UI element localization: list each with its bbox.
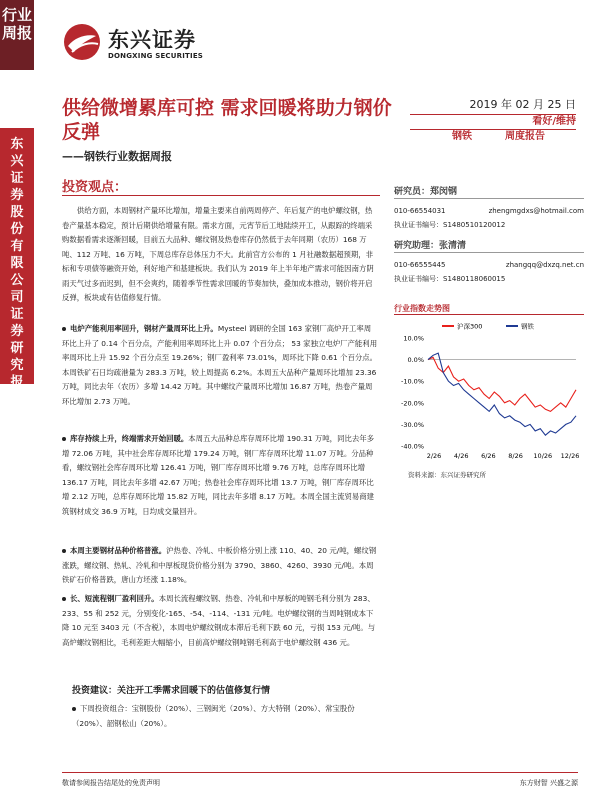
y-tick-label: -40.0% — [401, 442, 424, 451]
analyst-role: 研究员： — [394, 187, 431, 197]
series-line-0 — [428, 357, 576, 411]
side-banner-char: 报 — [10, 375, 24, 390]
intro-paragraph — [62, 204, 378, 320]
analyst-name — [394, 238, 584, 251]
analyst-phone: 010-66555445 — [394, 261, 446, 269]
bullet-head: 库存持续上升，终端需求开始回暖。 — [70, 434, 189, 443]
rating: 看好/维持 — [410, 112, 576, 130]
analyst-email[interactable]: zhengmgdxs@hotmail.com — [488, 207, 584, 215]
bullet-head: 长、短流程钢厂盈利回升。 — [70, 594, 159, 603]
advice-title: 投资建议：关注开工季需求回暖下的估值修复行情 — [72, 686, 271, 696]
y-tick-label: 0.0% — [407, 356, 424, 365]
side-banner-char: 兴 — [10, 154, 24, 169]
analyst-cert-number: S1480118060015 — [443, 275, 506, 283]
y-tick-label: -30.0% — [401, 420, 424, 429]
dongxing-logo-icon — [62, 22, 102, 62]
side-banner-char: 证 — [10, 307, 24, 322]
side-banner-char: 研 — [10, 341, 24, 356]
bullet-dot-icon — [62, 549, 66, 553]
analyst-name — [394, 184, 584, 197]
index-trend-chart — [394, 318, 584, 468]
analyst-phone: 010-66554031 — [394, 207, 446, 215]
side-banner-char: 东 — [10, 137, 24, 152]
analyst-cert — [394, 219, 584, 231]
chart-source: 资料来源：东兴证券研究所 — [408, 471, 486, 479]
legend-label: 沪深300 — [457, 322, 483, 331]
side-banner-char: 份 — [10, 222, 24, 237]
analyst-divider — [394, 252, 584, 253]
side-top-line: 行业 — [1, 6, 32, 24]
bullet-inventory — [62, 432, 378, 544]
side-banner-report-type — [0, 0, 34, 70]
side-banner-char: 司 — [10, 290, 24, 305]
y-tick-label: -10.0% — [401, 377, 424, 386]
x-tick-label: 12/26 — [560, 452, 580, 460]
side-top-line: 周报 — [1, 24, 32, 42]
legend-label: 钢铁 — [521, 322, 534, 331]
x-tick-label: 6/26 — [481, 452, 496, 460]
analyst-card — [394, 238, 584, 285]
bullet-dot-icon — [62, 437, 66, 441]
y-tick-label: 10.0% — [403, 334, 424, 343]
x-tick-label: 4/26 — [453, 452, 469, 460]
x-tick-label: 2/26 — [426, 452, 442, 460]
analyst-email[interactable]: zhangqq@dxzq.net.cn — [505, 261, 584, 269]
side-banner-char: 限 — [10, 256, 24, 271]
analyst-divider — [394, 198, 584, 199]
bullet-margins — [62, 592, 378, 680]
bullet-text: 本周五大品种总库存周环比增 190.31 万吨，同比去年多增 72.06 万吨，其中社会库存周环比增 179.24 万吨，钢厂库存周环比增 11.07 万吨。分品种看，螺纹钢社会库存周环比增 126.41 万吨，钢厂库存周环比增 9.76 万吨，总库存周环比增 136.17 万吨，同比去年多增 42.67 万吨；热卷社会库存周环比增 13.7 万吨，钢厂库存周环比增 2.12 万吨，总库存周环比增 15.82 万吨，同比去年多增 8.17 万吨。本周全国主流贸易商建筑钢材成交 36.9 万吨，日均成交量回升。 — [62, 434, 375, 516]
bullet-text: 沪热卷、冷轧、中板价格分别上涨 110、40、20 元/吨，螺纹钢涨跌，螺纹钢、热轧、冷轧和中厚板现货价格分别为 3790、3860、4260、3930 元/吨。本周铁矿石价格普跌，唐山方坯涨 1.18%。 — [62, 546, 377, 584]
analyst-role: 研究助理： — [394, 241, 440, 251]
side-banner-char: 究 — [10, 358, 24, 373]
side-banner-char: 券 — [10, 188, 24, 203]
side-banner — [0, 0, 34, 800]
x-tick-label: 10/26 — [533, 452, 553, 460]
chart-title: 行业指数走势图 — [394, 304, 450, 313]
chart-divider — [394, 314, 584, 315]
bullet-head: 本周主要钢材品种价格普涨。 — [70, 546, 167, 555]
report-subtitle: ——钢铁行业数据周报 — [62, 150, 172, 163]
report-type: 周度报告 — [505, 131, 545, 142]
industry-label: 钢铁 — [452, 131, 472, 142]
bullet-text: 本周长流程螺纹钢、热卷、冷轧和中厚板的吨钢毛利分别为 283、233、55 和 252 元，分别变化-165、-54、-114、-131 元/吨。电炉螺纹钢的当周吨钢成本下降 10 元至 3403 元（不含税），本周电炉螺纹钢成本滞后毛利下跌 60 元，亏损 153 元/吨。与高炉螺纹钢相比，毛利差距大幅缩小，目前高炉螺纹钢吨钢毛利高于电炉螺纹钢 436 元。 — [62, 594, 376, 647]
advice-text — [72, 702, 378, 731]
analyst-cert-number: S1480510120012 — [443, 221, 506, 229]
series-line-1 — [428, 353, 576, 435]
analyst-cert-label: 执业证书编号： — [394, 275, 443, 283]
analyst-cert — [394, 273, 584, 285]
bullet-text: Mysteel 调研的全国 163 家钢厂高炉开工率周环比上升了 0.14 个百分点，产能利用率周环比上升 0.07 个百分点； 53 家独立电炉厂产能利用率周环比上升 15.92 个百分点至 19.26%；钢厂盈利率 73.01%，周环比下降 0.61 个百分点。本周铁矿石日均疏港量为 283.3 万吨，较上周提高 6.2%。本周五大品种产量周环比增加 23.36 万吨，同比去年（农历）多增 14.42 万吨。其中螺纹产量周环比增加 16.87 万吨，热卷产量周环比增加 2.73 万吨。 — [62, 324, 378, 406]
company-logo — [62, 22, 222, 68]
side-banner-company — [0, 128, 34, 407]
section-heading-view: 投资观点： — [62, 180, 128, 195]
bullet-dot-icon — [62, 597, 66, 601]
side-banner-char: 股 — [10, 205, 24, 220]
advice-body: 下周投资组合：宝钢股份（20%）、三钢闽光（20%）、方大特钢（20%）、常宝股份（20%）、韶钢松山（20%）。 — [72, 704, 355, 728]
intro-text: 供给方面，本周钢材产量环比增加，增量主要来自前两周停产、年后复产的电炉螺纹钢，热卷产量基本稳定，预计后期供给增量有限。需求方面，元宵节后工地陆续开工，从跟踪的终端采购数据看需求逐渐回暖，目前五大品种、螺纹钢及热卷库存仍然低于去年同期（农历）168 万吨、112 万吨、16 万吨，下周总库存总体压力不大。此前官方公布的 1 月社融数据超预期，非标和专项债等融资开始，利好地产和基建板块。我们认为 2019 年上半年地产需求可能因南方阴雨天气过多而迟到，但不会爽约，随着季节性需求回暖的节奏加快，叠加成本推动，钢价将开启反弹，板块或有估值修复行情。 — [62, 206, 374, 302]
analyst-name-text: 郑闵钢 — [430, 187, 458, 197]
footer-divider — [62, 772, 578, 773]
report-title: 供给微增累库可控 需求回暖将助力钢价反弹 — [62, 97, 392, 143]
footer-disclaimer: 敬请参阅报告结尾处的免责声明 — [62, 779, 160, 787]
y-tick-label: -20.0% — [401, 399, 424, 408]
analyst-contact — [394, 259, 584, 271]
logo-text-en: DONGXING SECURITIES — [108, 52, 204, 60]
side-banner-char: 告 — [10, 392, 24, 407]
analyst-name-text: 张清清 — [439, 241, 467, 251]
bullet-prices — [62, 544, 378, 588]
bullet-head: 电炉产能利用率回升，钢材产量周环比上升。 — [70, 324, 218, 333]
report-date: 2019 年 02 月 25 日 — [410, 96, 576, 115]
analyst-cert-label: 执业证书编号： — [394, 221, 443, 229]
x-tick-label: 8/26 — [508, 452, 523, 460]
analyst-card — [394, 184, 584, 231]
bullet-dot-icon — [72, 707, 76, 711]
section-divider — [62, 195, 380, 196]
side-banner-char: 券 — [10, 324, 24, 339]
footer-slogan: 东方财智 兴盛之源 — [519, 779, 578, 787]
logo-text-cn: 东兴证券 — [108, 28, 196, 52]
side-banner-char: 公 — [10, 273, 24, 288]
analyst-contact — [394, 205, 584, 217]
side-banner-char: 有 — [10, 239, 24, 254]
side-banner-char: 证 — [10, 171, 24, 186]
bullet-dot-icon — [62, 327, 66, 331]
